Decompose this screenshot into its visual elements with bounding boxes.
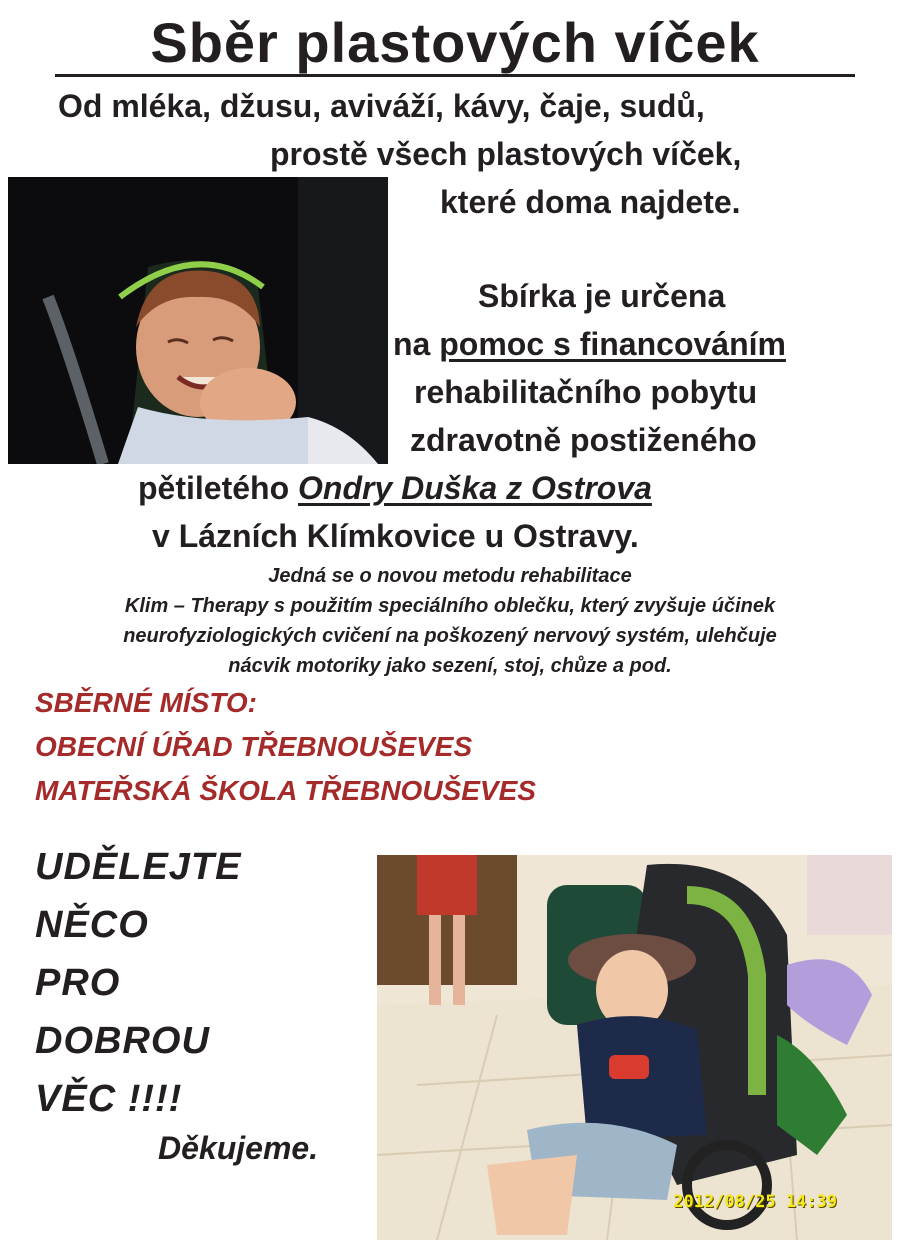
purpose-line-3: rehabilitačního pobytu [414, 374, 758, 410]
intro-line-2: prostě všech plastových víček, [270, 136, 742, 172]
purpose-line-5 [138, 468, 652, 508]
method-line-4: nácvik motoriky jako sezení, stoj, chůze a pod. [228, 655, 672, 677]
poster-title: Sběr plastových víček [55, 12, 855, 77]
child-name: Ondry Duška z Ostrova [298, 470, 652, 506]
cta-word-1: UDĚLEJTE [35, 846, 242, 888]
child-stroller-photo [377, 855, 892, 1240]
collection-place-2: MATEŘSKÁ ŠKOLA TŘEBNOUŠEVES [35, 775, 536, 806]
photo-timestamp: 2012/08/25 14:39 [673, 1192, 837, 1212]
purpose-line-2 [393, 324, 786, 364]
cta-word-3: PRO [35, 962, 121, 1004]
child-laughing-photo [8, 177, 388, 464]
cta-word-2: NĚCO [35, 904, 149, 946]
collection-place-1: OBECNÍ ÚŘAD TŘEBNOUŠEVES [35, 731, 473, 762]
child-laughing-illustration [8, 177, 388, 464]
purpose-line-1: Sbírka je určena [478, 278, 726, 314]
cta-word-4: DOBROU [35, 1020, 210, 1062]
intro-line-3: které doma najdete. [440, 184, 741, 220]
method-line-2: Klim – Therapy s použitím speciálního oblečku, který zvyšuje účinek [124, 595, 776, 617]
purpose-line-2-underlined: pomoc s financováním [439, 326, 786, 362]
collection-heading: SBĚRNÉ MÍSTO: [35, 687, 257, 718]
purpose-line-2-prefix: na [393, 326, 431, 362]
purpose-line-4: zdravotně postiženého [410, 422, 757, 458]
thanks-text: Děkujeme. [158, 1130, 319, 1166]
purpose-line-5-prefix: pětiletého [138, 470, 290, 506]
intro-line-1: Od mléka, džusu, aviváží, kávy, čaje, sudů, [58, 88, 705, 124]
method-line-3: neurofyziologických cvičení na poškozený nervový systém, ulehčuje [123, 625, 777, 647]
cta-word-5: VĚC !!!! [35, 1078, 183, 1120]
purpose-line-6: v Lázních Klímkovice u Ostravy. [152, 518, 639, 554]
method-line-1: Jedná se o novou metodu rehabilitace [268, 565, 632, 587]
child-stroller-illustration [377, 855, 892, 1240]
